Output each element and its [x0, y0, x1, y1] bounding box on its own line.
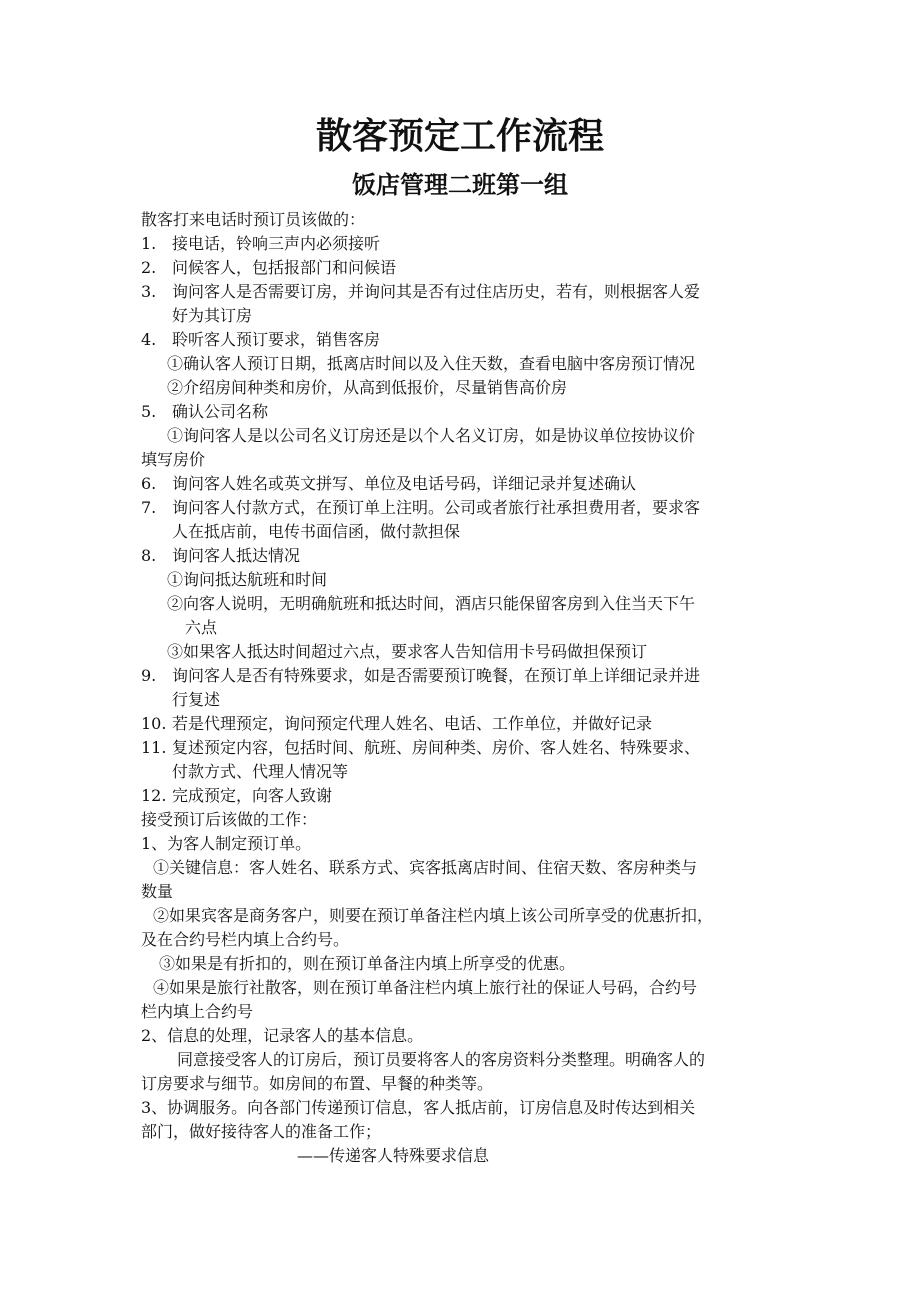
item-number: 7.: [141, 498, 157, 517]
sub-paragraph: ③如果是有折扣的，则在预订单备注内填上所享受的优惠。: [159, 954, 576, 973]
item-number: 11.: [141, 738, 167, 757]
item-text: 询问客人抵达情况: [172, 546, 301, 565]
sub-paragraph: ①关键信息：客人姓名、联系方式、宾客抵离店时间、住宿天数、客房种类与: [153, 858, 698, 877]
list-item: [141, 664, 793, 688]
sub-item-continuation: [141, 616, 793, 640]
item-continuation: 行复述: [172, 690, 221, 709]
sub-item: ①询问客人是以公司名义订房还是以个人名义订房，如是协议单位按协议价: [167, 426, 696, 445]
list-item: [141, 232, 793, 256]
item-number: 2.: [141, 258, 157, 277]
dash-note: ——传递客人特殊要求信息: [297, 1146, 490, 1165]
sub-item-continuation: 填写房价: [141, 450, 206, 469]
item-text: 接电话，铃响三声内必须接听: [172, 234, 381, 253]
sub-paragraph: ②如果宾客是商务客户，则要在预订单备注栏内填上该公司所享受的优惠折扣，: [153, 906, 714, 925]
sub-item: ②介绍房间种类和房价，从高到低报价，尽量销售高价房: [167, 378, 568, 397]
paragraph: 1、为客人制定预订单。: [141, 834, 312, 853]
item-text: 询问客人是否需要订房，并询问其是否有过住店历史，若有，则根据客人爱: [172, 282, 701, 301]
list-item: [141, 280, 793, 304]
document-body: [141, 208, 793, 1168]
list-item: [141, 712, 793, 736]
sub-item: ①询问抵达航班和时间: [167, 570, 328, 589]
item-number: 4.: [141, 330, 157, 349]
sub-item-continuation-text: 六点: [185, 618, 218, 637]
list-item: [141, 496, 793, 520]
body-paragraph-continuation: 订房要求与细节。如房间的布置、早餐的种类等。: [141, 1074, 494, 1093]
item-text: 完成预定，向客人致谢: [172, 786, 333, 805]
sub-paragraph-continuation: 数量: [141, 882, 174, 901]
item-number: 9.: [141, 666, 157, 685]
sub-paragraph: ④如果是旅行社散客，则在预订单备注栏内填上旅行社的保证人号码，合约号: [153, 978, 698, 997]
item-text: 确认公司名称: [172, 402, 269, 421]
item-number: 3.: [141, 282, 157, 301]
paragraph: 3、协调服务。向各部门传递预订信息，客人抵店前，订房信息及时传达到相关: [141, 1098, 696, 1117]
page-title: 散客预定工作流程: [315, 115, 604, 157]
item-text: 复述预定内容，包括时间、航班、房间种类、房价、客人姓名、特殊要求、: [172, 738, 701, 757]
list-item: [141, 784, 793, 808]
page-subtitle: 饭店管理二班第一组: [352, 170, 568, 199]
list-item: [141, 328, 793, 352]
sub-item: ②向客人说明，无明确航班和抵达时间，酒店只能保留客房到入住当天下午: [167, 594, 696, 613]
list-item: [141, 544, 793, 568]
item-continuation: 人在抵店前，电传书面信函，做付款担保: [172, 522, 461, 541]
list-item: [141, 736, 793, 760]
item-continuation: 付款方式、代理人情况等: [172, 762, 349, 781]
paragraph: 2、信息的处理，记录客人的基本信息。: [141, 1026, 424, 1045]
paragraph-continuation: 部门，做好接待客人的准备工作；: [141, 1122, 382, 1141]
item-text: 询问客人付款方式，在预订单上注明。公司或者旅行社承担费用者，要求客: [172, 498, 701, 517]
item-text: 聆听客人预订要求，销售客房: [172, 330, 381, 349]
sub-item: ①确认客人预订日期，抵离店时间以及入住天数，查看电脑中客房预订情况: [167, 354, 696, 373]
list-item: [141, 400, 793, 424]
section-heading: 散客打来电话时预订员该做的：: [141, 210, 366, 229]
list-item: [141, 256, 793, 280]
item-number: 5.: [141, 402, 157, 421]
section-heading: 接受预订后该做的工作：: [141, 810, 318, 829]
sub-item: ③如果客人抵达时间超过六点，要求客人告知信用卡号码做担保预订: [167, 642, 648, 661]
sub-paragraph-continuation: 及在合约号栏内填上合约号。: [141, 930, 350, 949]
item-number: 8.: [141, 546, 157, 565]
sub-paragraph-continuation: 栏内填上合约号: [141, 1002, 254, 1021]
list-item: [141, 472, 793, 496]
item-number: 1.: [141, 234, 157, 253]
item-text: 询问客人姓名或英文拼写、单位及电话号码，详细记录并复述确认: [172, 474, 637, 493]
item-text: 若是代理预定，询问预定代理人姓名、电话、工作单位，并做好记录: [172, 714, 653, 733]
item-number: 6.: [141, 474, 157, 493]
item-text: 问候客人，包括报部门和问候语: [172, 258, 397, 277]
item-text: 询问客人是否有特殊要求，如是否需要预订晚餐，在预订单上详细记录并进: [172, 666, 701, 685]
item-number: 12.: [141, 786, 167, 805]
item-continuation: 好为其订房: [172, 306, 253, 325]
item-number: 10.: [141, 714, 167, 733]
body-paragraph: 同意接受客人的订房后，预订员要将客人的客房资料分类整理。明确客人的: [177, 1050, 706, 1069]
